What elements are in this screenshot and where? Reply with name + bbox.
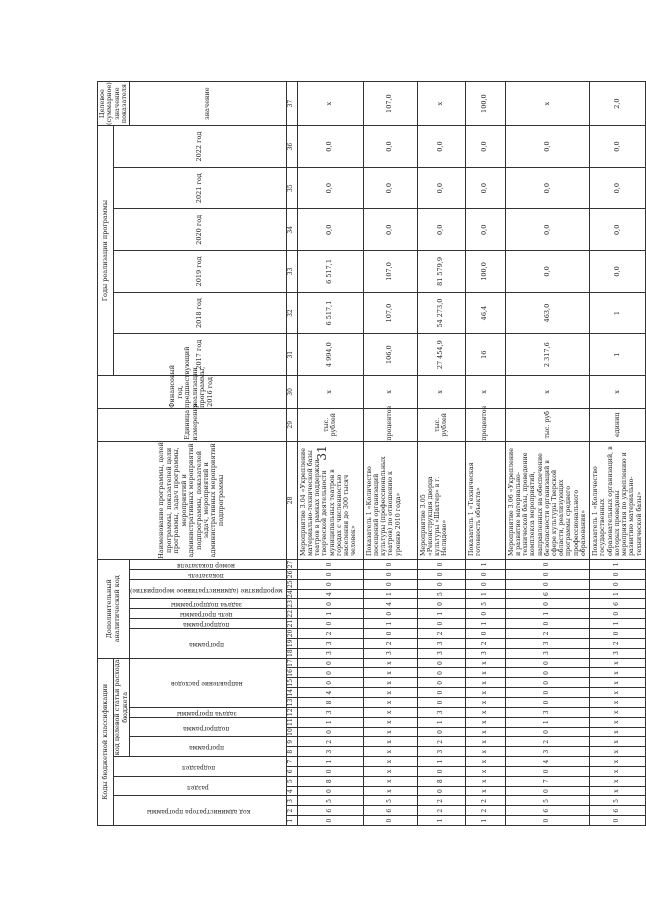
code-cell: 0 (417, 599, 465, 609)
code-cell: 6 (590, 806, 646, 816)
code-cell: 3 (417, 638, 465, 648)
value-cell: 0,0 (465, 209, 505, 251)
column-number: 15 (286, 678, 297, 688)
item-name-cell: Показатель 1 «Количество государственных образовательных организаций, в которых проведены мероприятия по укреплению и развитию материально-технической базы» (590, 441, 646, 559)
value-cell: 0,0 (505, 167, 590, 209)
code-cell: х (590, 668, 646, 678)
code-cell: 1 (590, 560, 646, 570)
code-cell: 7 (505, 776, 590, 786)
code-cell: х (465, 786, 505, 796)
code-cell: 2 (465, 638, 505, 648)
year-2018-header: 2018 год (114, 292, 287, 334)
column-number: 14 (286, 688, 297, 698)
code-cell: 0 (505, 816, 590, 826)
value-cell: 100,0 (465, 82, 505, 126)
code-cell: 0 (363, 629, 417, 639)
unit-cell: тыс. руб (505, 408, 590, 441)
code-cell: 8 (417, 776, 465, 786)
code-cell: 0 (590, 629, 646, 639)
code-cell: х (465, 757, 505, 767)
code-cell: 1 (417, 609, 465, 619)
code-cell: 3 (417, 707, 465, 717)
code-cell: 0 (417, 678, 465, 688)
value-cell: 0,0 (465, 126, 505, 168)
code-cell: 1 (297, 757, 363, 767)
code-cell: х (590, 678, 646, 688)
column-number: 17 (286, 658, 297, 668)
final-header: Целевое (суммарное) значение показателя (97, 82, 128, 126)
column-number: 24 (286, 589, 297, 599)
code-cell: х (465, 727, 505, 737)
value-cell: 106,0 (363, 334, 417, 376)
code-cell: 3 (297, 747, 363, 757)
code-cell: 3 (417, 648, 465, 658)
code-cell: 0 (417, 727, 465, 737)
column-number: 18 (286, 648, 297, 658)
item-name-cell: Показатель 1 «Количество посещений организаций культуры (профессиональных театров) по отношению к уровню 2010 года» (363, 441, 417, 559)
code-cell: 5 (297, 796, 363, 806)
table-row (297, 82, 363, 826)
code-cell: 3 (297, 638, 363, 648)
code-cell: 0 (505, 727, 590, 737)
code-cell: 6 (297, 806, 363, 816)
code-cell: х (590, 717, 646, 727)
program-header: программа (130, 737, 287, 757)
code-cell: 5 (417, 589, 465, 599)
code-cell: 8 (297, 698, 363, 708)
finance-year-cell: х (417, 376, 465, 409)
code-cell: 2 (417, 629, 465, 639)
code-cell: 5 (363, 796, 417, 806)
finance-year-cell: х (505, 376, 590, 409)
code-cell: 6 (363, 806, 417, 816)
code-cell: х (363, 658, 417, 668)
value-cell: 6 517,1 (297, 292, 363, 334)
code-cell: 1 (465, 619, 505, 629)
code-cell: х (363, 757, 417, 767)
code-cell: х (363, 737, 417, 747)
year-2020-header: 2020 год (114, 209, 287, 251)
finance-header: Финансовый год, предшествующий реализации программы, 2016 год (98, 376, 287, 409)
code-cell: х (363, 717, 417, 727)
code-cell: 4 (505, 757, 590, 767)
code-cell: 1 (465, 560, 505, 570)
code-cell: х (465, 678, 505, 688)
code-cell: 1 (590, 589, 646, 599)
code-cell: 2 (417, 796, 465, 806)
code-cell: 0 (363, 569, 417, 579)
code-cell: 0 (417, 698, 465, 708)
table-body (297, 82, 645, 826)
table-row (417, 82, 465, 826)
code-cell: 1 (417, 816, 465, 826)
code-cell: х (465, 766, 505, 776)
value-cell: 54 273,0 (417, 292, 465, 334)
value-cell: 0,0 (505, 209, 590, 251)
page-number: 31 (315, 445, 329, 461)
code-cell: 3 (505, 638, 590, 648)
code-cell: х (465, 707, 505, 717)
year-2017-header: 2017 год (114, 334, 287, 376)
value-cell: 6 517,1 (297, 251, 363, 293)
code-cell: 0 (417, 569, 465, 579)
column-number: 8 (286, 747, 297, 757)
column-number: 23 (286, 599, 297, 609)
admin-code-header: код администратора программы (114, 796, 287, 826)
column-number: 34 (286, 209, 297, 251)
column-number: 12 (286, 707, 297, 717)
value-cell: 0,0 (417, 167, 465, 209)
code-cell: 3 (465, 648, 505, 658)
code-cell: 2 (590, 638, 646, 648)
value-cell: 81 579,9 (417, 251, 465, 293)
code-cell: 3 (590, 648, 646, 658)
value-cell: 0,0 (297, 167, 363, 209)
table-row (590, 82, 646, 826)
code-cell: х (590, 757, 646, 767)
column-number: 5 (286, 776, 297, 786)
column-number: 29 (286, 408, 297, 441)
code-cell: 1 (297, 609, 363, 619)
column-number: 22 (286, 609, 297, 619)
code-cell: 2 (417, 806, 465, 816)
column-number: 25 (286, 579, 297, 589)
value-cell: 0,0 (363, 209, 417, 251)
code-cell: 0 (590, 569, 646, 579)
code-cell: 0 (297, 560, 363, 570)
code-cell: 0 (417, 619, 465, 629)
code-cell: 0 (417, 688, 465, 698)
value-cell: 0,0 (505, 251, 590, 293)
code-cell: 0 (505, 619, 590, 629)
item-name-cell: Показатель 1 «Техническая готовность объекта» (465, 441, 505, 559)
code-cell: 3 (297, 648, 363, 658)
column-number: 13 (286, 698, 297, 708)
code-cell: 2 (505, 629, 590, 639)
code-cell: 0 (505, 786, 590, 796)
code-cell: 0 (590, 609, 646, 619)
column-number-row (286, 82, 297, 826)
code-cell: 4 (297, 688, 363, 698)
subprogram-header: подпрограмма (130, 717, 287, 737)
code-cell: х (465, 776, 505, 786)
code-cell: 6 (505, 589, 590, 599)
value-cell: 0,0 (590, 126, 646, 168)
code-cell: 3 (297, 707, 363, 717)
column-number: 6 (286, 766, 297, 776)
code-cell: 3 (417, 747, 465, 757)
code-cell: 0 (590, 816, 646, 826)
code-cell: х (363, 698, 417, 708)
code-cell: 0 (590, 579, 646, 589)
code-cell: 2 (465, 806, 505, 816)
code-cell: 0 (297, 668, 363, 678)
value-cell: 1 (590, 334, 646, 376)
code-cell: 0 (297, 569, 363, 579)
value-cell: 0,0 (417, 209, 465, 251)
code-cell: 2 (297, 629, 363, 639)
column-number: 2 (286, 806, 297, 816)
value-cell: 463,0 (505, 292, 590, 334)
code-cell: 0 (465, 579, 505, 589)
code-cell: 0 (465, 629, 505, 639)
code-cell: 0 (505, 569, 590, 579)
column-number: 37 (286, 82, 297, 126)
a-subprogram-header: подпрограмма (130, 619, 287, 629)
code-cell: 0 (363, 816, 417, 826)
code-cell: х (363, 776, 417, 786)
code-cell: х (590, 747, 646, 757)
column-number: 36 (286, 126, 297, 168)
value-cell: х (505, 82, 590, 126)
column-number: 3 (286, 796, 297, 806)
code-cell: 0 (505, 599, 590, 609)
code-cell: 0 (505, 766, 590, 776)
code-cell: х (363, 668, 417, 678)
unit-cell: единиц (590, 408, 646, 441)
code-cell: х (590, 786, 646, 796)
code-cell: 6 (505, 806, 590, 816)
value-cell: 0,0 (363, 126, 417, 168)
column-number: 11 (286, 717, 297, 727)
code-cell: 0 (297, 599, 363, 609)
column-number: 19 (286, 638, 297, 648)
table-row (465, 82, 505, 826)
code-cell: 1 (505, 717, 590, 727)
value-cell: 0,0 (297, 126, 363, 168)
code-cell: 1 (363, 589, 417, 599)
value-cell: 0,0 (363, 167, 417, 209)
code-cell: х (363, 688, 417, 698)
code-cell: 0 (297, 619, 363, 629)
column-number: 32 (286, 292, 297, 334)
code-cell: 0 (465, 569, 505, 579)
column-number: 7 (286, 757, 297, 767)
code-cell: 0 (363, 609, 417, 619)
code-cell: 2 (363, 638, 417, 648)
code-cell: х (590, 658, 646, 668)
code-cell: 0 (505, 560, 590, 570)
code-cell: 0 (297, 766, 363, 776)
final-value-header: значение (130, 82, 287, 126)
value-cell: 46,4 (465, 292, 505, 334)
code-cell: 0 (505, 658, 590, 668)
code-cell: 1 (505, 609, 590, 619)
unit-cell: процентов (363, 408, 417, 441)
code-cell: 1 (297, 717, 363, 727)
value-cell: 107,0 (363, 82, 417, 126)
code-cell: х (590, 776, 646, 786)
code-cell: 0 (363, 560, 417, 570)
code-cell: 0 (297, 816, 363, 826)
code-cell: 0 (297, 786, 363, 796)
code-cell: 2 (297, 737, 363, 747)
extra-code-header: Дополнительный аналитический код (98, 560, 130, 659)
code-cell: 1 (417, 717, 465, 727)
code-cell: 5 (465, 599, 505, 609)
direction-header: направление расходов (130, 658, 287, 707)
code-cell: х (465, 737, 505, 747)
table-row (363, 82, 417, 826)
column-number: 20 (286, 629, 297, 639)
code-cell: х (590, 707, 646, 717)
value-cell: х (417, 82, 465, 126)
column-number: 33 (286, 251, 297, 293)
code-cell: х (590, 737, 646, 747)
item-name-cell: Мероприятие 3.06 «Укрепление и развитие материально-технической базы, проведение комплекса мероприятий, направленных на обеспечение безопасности организаций в сфере культуры Тверской области, реализующих программы среднего профессионального образования» (505, 441, 590, 559)
value-cell: 0,0 (417, 126, 465, 168)
a-indicator-num-header: номер показателя (130, 560, 287, 570)
code-cell: х (465, 668, 505, 678)
code-cell: 1 (417, 757, 465, 767)
value-cell: 16 (465, 334, 505, 376)
code-cell: 0 (417, 786, 465, 796)
table-row (505, 82, 590, 826)
code-cell: х (465, 658, 505, 668)
code-cell: 2 (417, 737, 465, 747)
code-cell: х (465, 717, 505, 727)
unit-cell: тыс. рублей (417, 408, 465, 441)
code-cell: 0 (297, 579, 363, 589)
value-cell: х (297, 82, 363, 126)
section-header: раздел (114, 776, 287, 796)
column-number: 27 (286, 560, 297, 570)
a-goal-header: цель программы (130, 609, 287, 619)
code-cell: х (590, 727, 646, 737)
code-cell: 6 (590, 599, 646, 609)
item-name-cell: Мероприятие 3.04 «Укрепление материально-технической базы театров в рамках поддержки творческой деятельности муниципальных театров в городах с численностью населения до 300 тысяч человек» (297, 441, 363, 559)
code-cell: 0 (505, 678, 590, 688)
code-cell: 1 (465, 816, 505, 826)
code-cell: 0 (297, 727, 363, 737)
value-cell: 4 994,0 (297, 334, 363, 376)
column-number: 28 (286, 441, 297, 559)
target-article-header: код целевой статьи расхода бюджета (113, 659, 129, 756)
code-cell: 0 (363, 579, 417, 589)
code-cell: 3 (505, 648, 590, 658)
finance-year-cell: х (363, 376, 417, 409)
code-cell: 0 (505, 688, 590, 698)
code-cell: х (363, 747, 417, 757)
code-cell: х (590, 688, 646, 698)
a-activity-header: мероприятие (административное мероприятие) (130, 579, 287, 599)
years-header: Годы реализации программы (98, 126, 114, 376)
budget-table-sheet (97, 81, 643, 826)
code-cell: 1 (465, 589, 505, 599)
column-number: 4 (286, 786, 297, 796)
value-cell: 107,0 (363, 292, 417, 334)
code-cell: 0 (417, 658, 465, 668)
code-cell: 1 (363, 619, 417, 629)
value-cell: 0,0 (590, 209, 646, 251)
code-cell: х (465, 688, 505, 698)
column-number: 10 (286, 727, 297, 737)
name-header: Наименование программы, целей программы, показателей цели программы, задач программы, мероприятий и административных мероприятий подпрограммы, показателей задач, мероприятий и административных мероприятий подпрограммы (98, 441, 287, 559)
code-cell: х (465, 698, 505, 708)
code-cell: 3 (363, 648, 417, 658)
value-cell: 0,0 (505, 126, 590, 168)
code-cell: 0 (505, 698, 590, 708)
code-cell: 0 (505, 579, 590, 589)
code-cell: х (465, 747, 505, 757)
code-cell: 0 (417, 668, 465, 678)
code-cell: 0 (417, 766, 465, 776)
column-number: 21 (286, 619, 297, 629)
column-number: 1 (286, 816, 297, 826)
a-program-header: программа (130, 629, 287, 659)
value-cell: 27 454,9 (417, 334, 465, 376)
finance-year-cell: х (465, 376, 505, 409)
code-cell: х (363, 727, 417, 737)
unit-header: Единица измерения (98, 408, 287, 441)
code-cell: 0 (505, 668, 590, 678)
code-cell: 0 (465, 609, 505, 619)
program-goal-header: задача программы (130, 707, 287, 717)
code-cell: х (590, 766, 646, 776)
column-number: 35 (286, 167, 297, 209)
code-cell: 5 (505, 796, 590, 806)
unit-cell: процентов (465, 408, 505, 441)
code-cell: 3 (505, 747, 590, 757)
year-2021-header: 2021 год (114, 167, 287, 209)
code-cell: 0 (417, 579, 465, 589)
column-number: 9 (286, 737, 297, 747)
code-cell: 5 (590, 796, 646, 806)
year-2022-header: 2022 год (114, 126, 287, 168)
finance-year-cell: х (297, 376, 363, 409)
column-number: 30 (286, 376, 297, 409)
code-cell: 3 (505, 707, 590, 717)
finance-year-cell: х (590, 376, 646, 409)
code-cell: 4 (363, 599, 417, 609)
a-task-header: задача подпрограммы (130, 599, 287, 609)
code-cell: х (363, 707, 417, 717)
value-cell: 0,0 (590, 251, 646, 293)
code-cell: 2 (465, 796, 505, 806)
value-cell: 1 (590, 292, 646, 334)
code-cell: 4 (297, 589, 363, 599)
item-name-cell: Мероприятие 3.05 «Реконструкция дворца культуры «Шахтер» в г. Нелидово» (417, 441, 465, 559)
code-cell: 1 (590, 619, 646, 629)
column-number: 16 (286, 668, 297, 678)
code-cell: х (363, 678, 417, 688)
unit-cell: тыс. рублей (297, 408, 363, 441)
value-cell: 107,0 (363, 251, 417, 293)
budget-table (97, 81, 646, 826)
code-cell: 0 (297, 678, 363, 688)
code-cell: х (363, 786, 417, 796)
code-cell: 2 (505, 737, 590, 747)
code-cell: 8 (297, 776, 363, 786)
value-cell: 2,0 (590, 82, 646, 126)
budget-codes-header: Коды бюджетной классификации (98, 658, 114, 825)
value-cell: 0,0 (590, 167, 646, 209)
year-2019-header: 2019 год (114, 251, 287, 293)
column-number: 26 (286, 569, 297, 579)
subsection-header: подраздел (114, 757, 287, 777)
code-cell: 0 (417, 560, 465, 570)
value-cell: 100,0 (465, 251, 505, 293)
value-cell: 0,0 (297, 209, 363, 251)
code-cell: х (363, 766, 417, 776)
a-indicator-header: показатель (130, 569, 287, 579)
code-cell: 0 (297, 658, 363, 668)
value-cell: 0,0 (465, 167, 505, 209)
column-number: 31 (286, 334, 297, 376)
code-cell: х (590, 698, 646, 708)
value-cell: 2 317,6 (505, 334, 590, 376)
